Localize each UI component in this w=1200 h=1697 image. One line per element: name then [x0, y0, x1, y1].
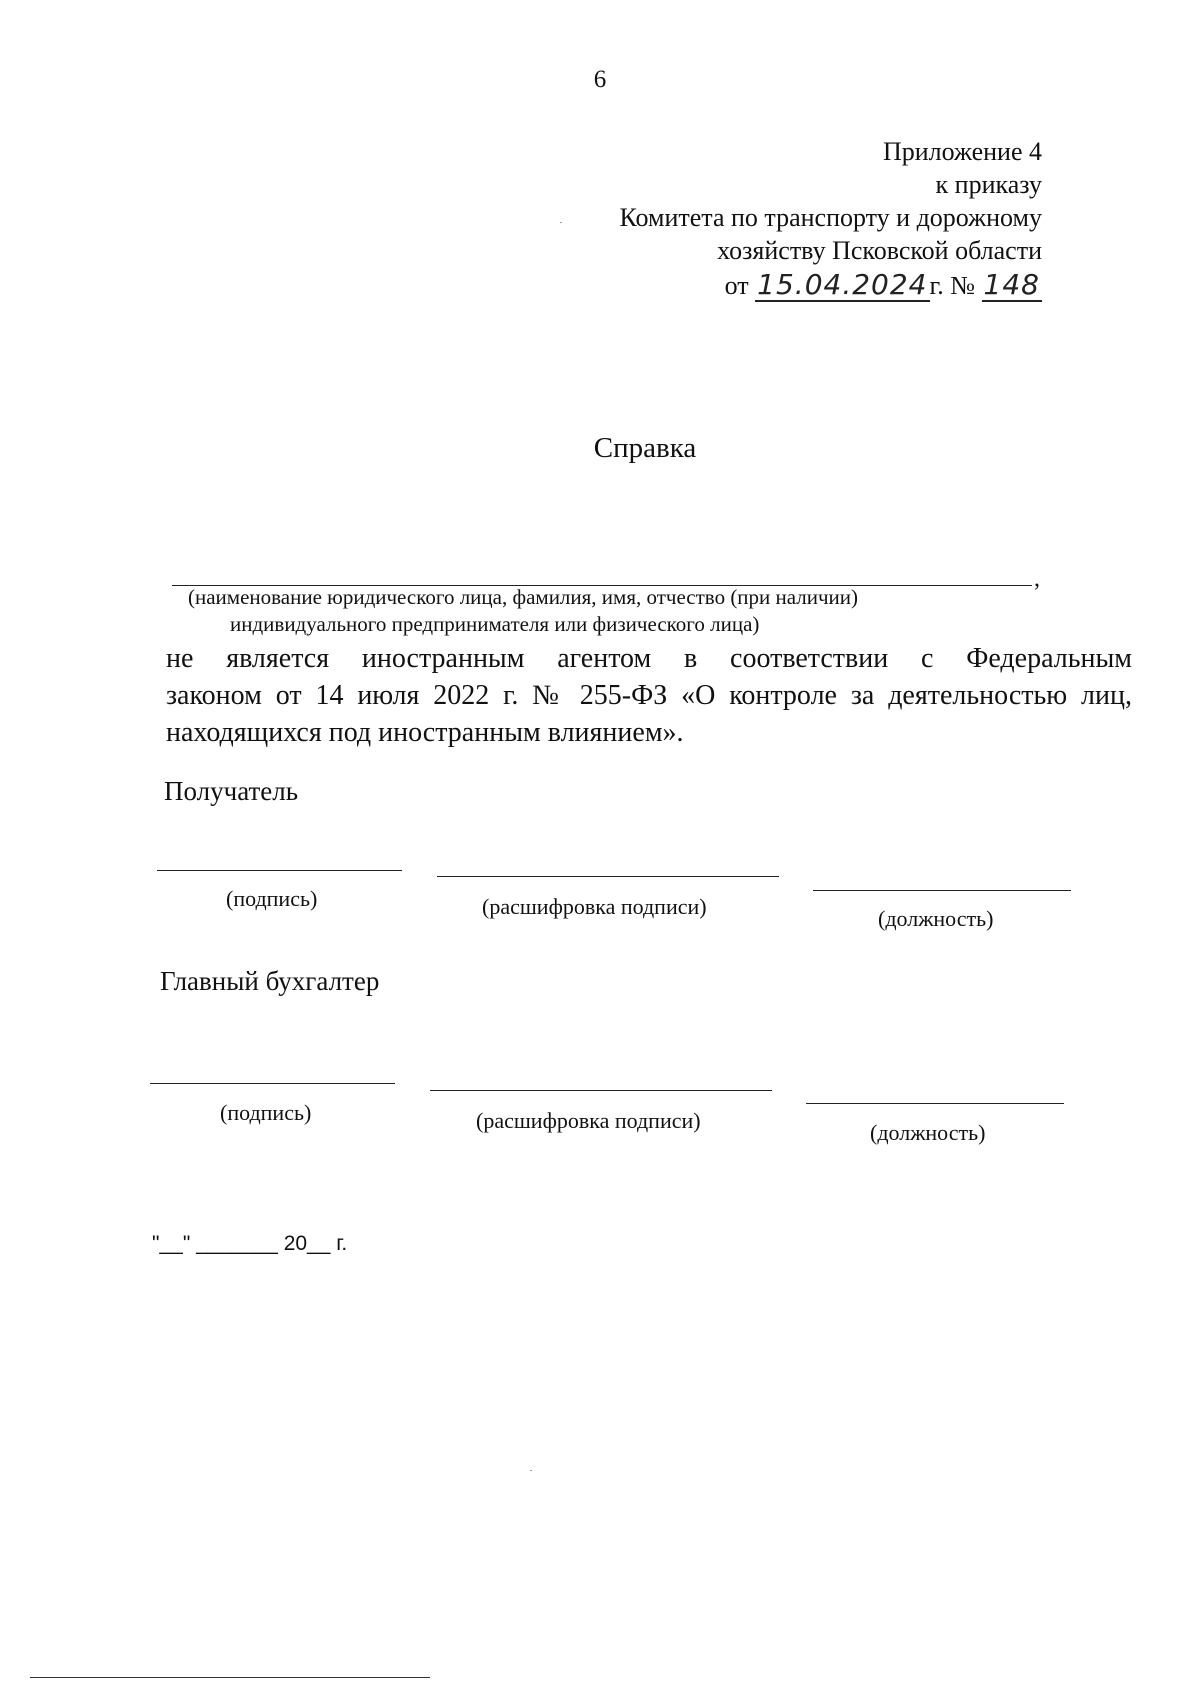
recipient-signature-caption: (подпись) — [226, 886, 318, 911]
page-number: 6 — [593, 66, 607, 93]
accountant-position-caption: (должность) — [870, 1120, 986, 1145]
recipient-position-caption: (должность) — [878, 906, 994, 931]
recipient-position-line — [813, 890, 1071, 891]
name-field-caption-2: индивидуального предпринимателя или физического лица) — [230, 612, 760, 636]
accountant-signature-line — [150, 1083, 395, 1084]
accountant-decoding-line — [430, 1090, 772, 1091]
statement-line-1: не является иностранным агентом в соответствии с Федеральным — [166, 643, 1132, 674]
appendix-committee: Комитета по транспорту и дорожному — [619, 203, 1042, 232]
name-field-comma: , — [1034, 566, 1040, 592]
handwritten-date: 15.04.2024 — [757, 268, 928, 301]
appendix-order-ref: к приказу — [935, 170, 1042, 199]
handwritten-order-number: 148 — [983, 268, 1040, 301]
date-form: "__" _______ 20__ г. — [152, 1232, 348, 1255]
scan-dot — [560, 222, 562, 223]
statement-line-3: находящихся под иностранным влиянием». — [166, 717, 684, 748]
appendix-header — [619, 135, 1042, 302]
chief-accountant-label: Главный бухгалтер — [160, 966, 380, 996]
order-number-field — [982, 268, 1042, 302]
recipient-decoding-caption: (расшифровка подписи) — [482, 894, 707, 919]
recipient-signature-line — [157, 870, 402, 871]
document-title: Справка — [593, 432, 697, 464]
accountant-decoding-caption: (расшифровка подписи) — [476, 1108, 701, 1133]
footer-rule — [30, 1677, 430, 1678]
accountant-position-line — [806, 1103, 1064, 1104]
appendix-region: хозяйству Псковской области — [717, 236, 1042, 265]
order-date-field — [755, 268, 929, 302]
scan-dot — [530, 1470, 532, 1471]
recipient-label: Получатель — [164, 776, 299, 806]
statement-line-2: законом от 14 июля 2022 г. № 255-ФЗ «О контроле за деятельностью лиц, — [166, 680, 1132, 711]
year-number-label: г. № — [929, 271, 976, 300]
appendix-title: Приложение 4 — [882, 137, 1042, 166]
statement-body — [166, 640, 1132, 751]
name-field-caption-1: (наименование юридического лица, фамилия, имя, отчество (при наличии) — [188, 585, 859, 609]
accountant-signature-caption: (подпись) — [220, 1100, 312, 1125]
recipient-decoding-line — [437, 876, 779, 877]
appendix-date-line — [619, 269, 1042, 302]
from-prefix: от — [724, 271, 749, 300]
